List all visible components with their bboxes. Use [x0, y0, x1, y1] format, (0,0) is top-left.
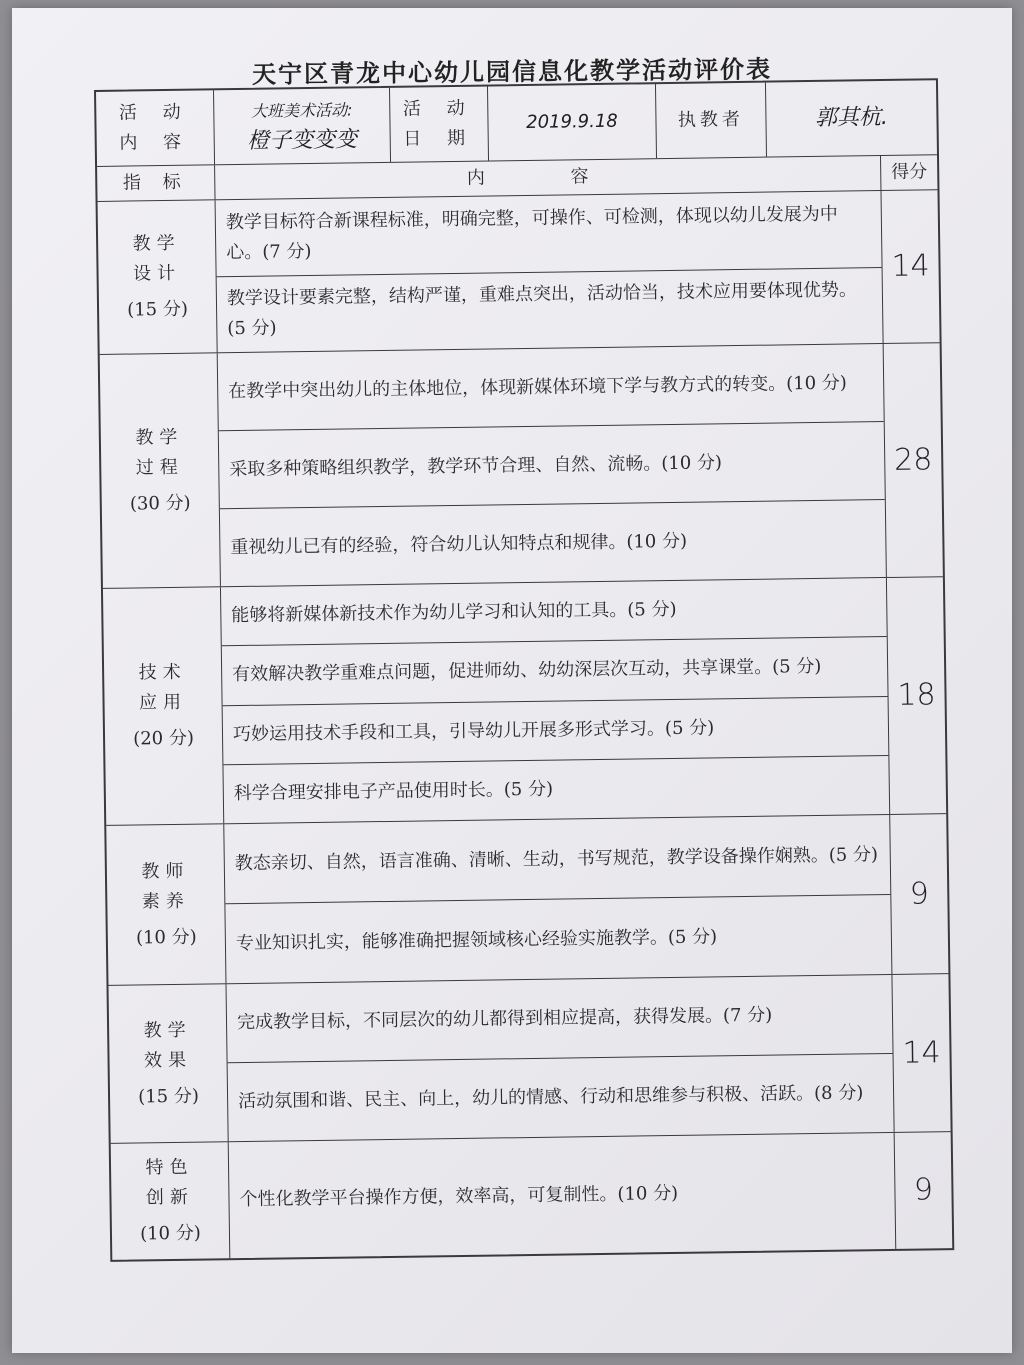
criteria-item: 科学合理安排电子产品使用时长。(5 分)	[223, 755, 889, 824]
form-title: 天宁区青龙中心幼儿园信息化教学活动评价表	[251, 55, 773, 89]
criteria-list	[223, 815, 891, 983]
criteria-item: 能够将新媒体新技术作为幼儿学习和认知的工具。(5 分)	[231, 599, 677, 627]
category-row-teaching-design	[98, 189, 940, 354]
evaluation-form-paper	[12, 8, 1012, 1353]
category-score: 9	[889, 814, 948, 974]
category-score: 14	[880, 190, 939, 343]
category-label: 教学 设计 (15 分)	[127, 232, 189, 321]
criteria-list	[228, 1133, 896, 1258]
criteria-item: 教态亲切、自然，语言准确、清晰、生动，书写规范，教学设备操作娴熟。(5 分)	[234, 843, 879, 874]
category-label: 教师 素养 (10 分)	[135, 860, 197, 948]
activity-content-value: 大班美术活动: 橙子变变变	[213, 88, 390, 164]
criteria-item: 有效解决教学重难点问题，促进师幼、幼幼深层次互动，共享课堂。(5 分)	[222, 636, 888, 705]
criteria-item: 巧妙运用技术手段和工具，引导幼儿开展多形式学习。(5 分)	[223, 695, 889, 764]
category-score: 9	[894, 1132, 953, 1249]
category-row-innovation	[111, 1131, 953, 1260]
category-label: 教学 效果 (15 分)	[138, 1019, 200, 1107]
category-score: 14	[891, 974, 950, 1132]
criteria-item: 活动氛围和谐、民主、向上，幼儿的情感、行动和思维参与积极、活跃。(8 分)	[228, 1053, 894, 1141]
header-row	[96, 80, 937, 166]
category-row-teacher-quality	[106, 813, 948, 985]
criteria-list	[215, 191, 883, 352]
criteria-item: 完成教学目标，不同层次的幼儿都得到相应提高，获得发展。(7 分)	[236, 1004, 773, 1034]
activity-date-label: 活 动 日 期	[389, 87, 488, 162]
criteria-item: 采取多种策略组织教学，教学环节合理、自然、流畅。(10 分)	[219, 421, 885, 508]
activity-date-value: 2019.9.18	[487, 84, 656, 160]
teacher-label: 执教者	[655, 83, 766, 159]
category-row-technology-application	[103, 576, 946, 825]
category-label: 教学 过程 (30 分)	[129, 426, 191, 515]
content-header: 内 容	[214, 156, 880, 199]
criteria-item: 重视幼儿已有的经验，符合幼儿认知特点和规律。(10 分)	[220, 499, 886, 586]
category-row-teaching-process	[100, 342, 943, 588]
criteria-item: 专业知识扎实，能够准确把握领域核心经验实施教学。(5 分)	[225, 894, 891, 983]
criteria-item: 教学目标符合新课程标准，明确完整，可操作、可检测，体现以幼儿发展为中心。(7 分)	[225, 203, 838, 263]
criteria-item: 教学设计要素完整，结构严谨，重难点突出，活动恰当，技术应用要体现优势。(5 分)	[217, 267, 883, 353]
category-label: 特色 创新 (10 分)	[139, 1156, 201, 1245]
activity-content-label: 活 动 内 容	[118, 101, 192, 154]
evaluation-table	[94, 78, 954, 1262]
category-label: 技术 应用 (20 分)	[133, 661, 195, 750]
criteria-list	[225, 975, 893, 1141]
criteria-list	[217, 344, 886, 586]
category-score: 28	[883, 343, 943, 577]
criteria-item: 在教学中突出幼儿的主体地位，体现新媒体环境下学与教方式的转变。(10 分)	[228, 372, 847, 402]
score-header: 得分	[880, 155, 937, 190]
indicator-header: 指 标	[122, 171, 189, 194]
criteria-list	[220, 578, 889, 823]
teacher-name: 郭其杭.	[765, 80, 937, 156]
category-score: 18	[886, 577, 946, 814]
criteria-item: 个性化教学平台操作方便，效率高，可复制性。(10 分)	[239, 1182, 679, 1211]
category-row-teaching-effect	[108, 973, 950, 1143]
